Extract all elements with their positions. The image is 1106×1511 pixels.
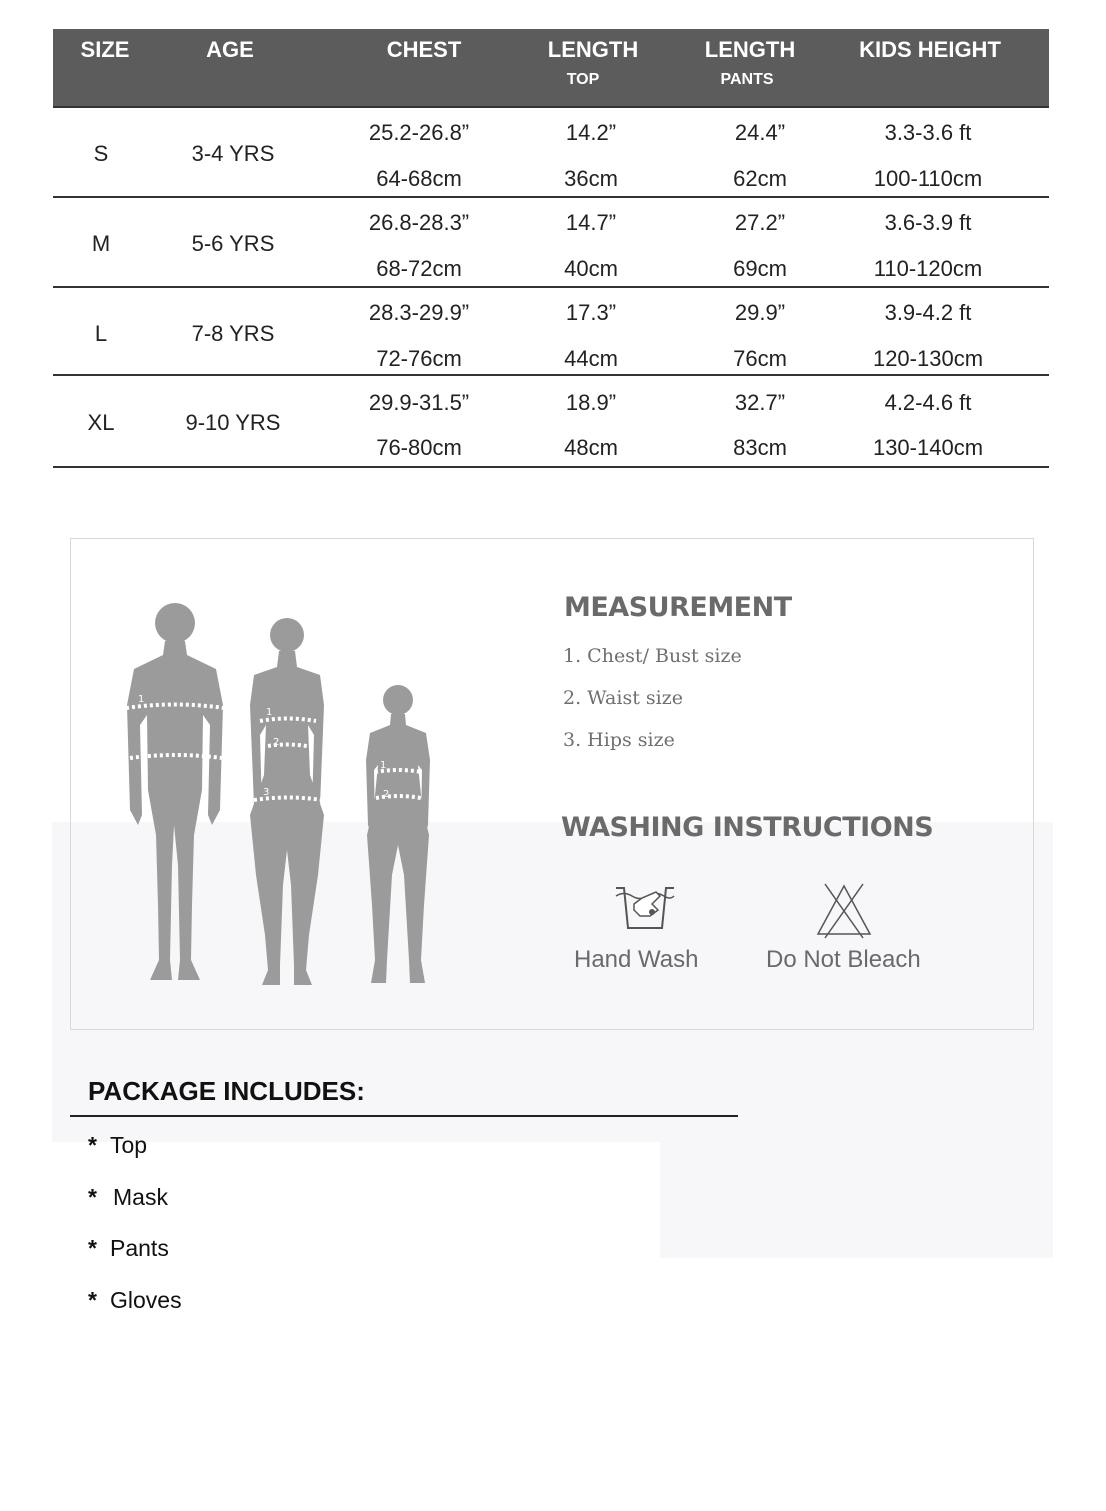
header-chest: CHEST (386, 37, 462, 62)
cell-age: 7-8 YRS (191, 321, 275, 346)
cell-chest-cm: 72-76cm (376, 346, 462, 371)
size-chart-table (53, 29, 1049, 468)
cell-height-cm: 130-140cm (872, 435, 984, 460)
background-panel (660, 1140, 1053, 1258)
header-length-pants: LENGTH PANTS (704, 37, 796, 88)
marker-2: 2 (383, 789, 390, 800)
cell-size: S (93, 141, 109, 166)
cell-chest-in: 26.8-28.3” (368, 210, 470, 235)
cell-pants-in: 32.7” (734, 390, 786, 415)
hand-wash-icon (612, 882, 678, 932)
cell-chest-in: 25.2-26.8” (368, 120, 470, 145)
cell-size: XL (87, 410, 115, 435)
measurement-item-waist: 2. Waist size (563, 687, 683, 709)
measurement-item-chest: 1. Chest/ Bust size (563, 645, 742, 667)
cell-height-ft: 4.2-4.6 ft (884, 390, 972, 415)
table-row (53, 288, 1049, 376)
marker-2: 2 (142, 743, 149, 754)
cell-age: 9-10 YRS (185, 410, 281, 435)
cell-pants-cm: 62cm (733, 166, 787, 191)
cell-pants-in: 29.9” (734, 300, 786, 325)
cell-age: 5-6 YRS (191, 231, 275, 256)
marker-1: 1 (138, 694, 145, 705)
table-row (53, 198, 1049, 288)
list-item: * Pants (88, 1235, 169, 1261)
header-length-top: LENGTH TOP (547, 37, 639, 88)
cell-pants-cm: 83cm (733, 435, 787, 460)
cell-height-cm: 120-130cm (872, 346, 984, 371)
cell-chest-in: 28.3-29.9” (368, 300, 470, 325)
cell-chest-cm: 64-68cm (376, 166, 462, 191)
table-header-row (53, 29, 1049, 108)
measurement-item-hips: 3. Hips size (563, 729, 675, 751)
marker-2: 2 (273, 737, 280, 748)
package-title: PACKAGE INCLUDES: (88, 1076, 365, 1106)
adult-female-figure (250, 618, 324, 985)
table-row (53, 108, 1049, 198)
child-figure (366, 685, 430, 983)
list-item: * Mask (88, 1184, 168, 1210)
marker-3: 3 (263, 787, 270, 798)
bullet: * (88, 1235, 97, 1261)
cell-top-in: 14.2” (565, 120, 617, 145)
cell-top-cm: 48cm (564, 435, 618, 460)
header-size: SIZE (80, 37, 130, 62)
cell-height-cm: 100-110cm (873, 166, 983, 191)
cell-height-cm: 110-120cm (873, 256, 983, 281)
bullet: * (88, 1184, 97, 1210)
cell-top-in: 18.9” (565, 390, 617, 415)
washing-title: WASHING INSTRUCTIONS (561, 812, 934, 843)
bullet: * (88, 1287, 97, 1313)
list-item: * Gloves (88, 1287, 182, 1313)
cell-age: 3-4 YRS (191, 141, 275, 166)
cell-height-ft: 3.3-3.6 ft (884, 120, 972, 145)
cell-pants-in: 27.2” (734, 210, 786, 235)
cell-pants-cm: 76cm (733, 346, 787, 371)
cell-pants-in: 24.4” (734, 120, 786, 145)
cell-top-in: 14.7” (565, 210, 617, 235)
cell-top-cm: 44cm (564, 346, 618, 371)
list-item: * Top (88, 1132, 148, 1158)
cell-height-ft: 3.6-3.9 ft (884, 210, 972, 235)
table-row (53, 376, 1049, 468)
cell-height-ft: 3.9-4.2 ft (884, 300, 972, 325)
do-not-bleach-label: Do Not Bleach (766, 946, 921, 973)
no-bleach-icon (815, 882, 873, 940)
header-age: AGE (206, 37, 254, 62)
cell-top-cm: 36cm (564, 166, 618, 191)
adult-male-figure (127, 603, 223, 980)
cell-top-cm: 40cm (564, 256, 618, 281)
header-kids-height: KIDS HEIGHT (859, 37, 1001, 62)
cell-chest-cm: 68-72cm (376, 256, 462, 281)
marker-1: 1 (380, 760, 387, 771)
cell-chest-cm: 76-80cm (376, 435, 462, 460)
cell-pants-cm: 69cm (733, 256, 787, 281)
measurement-title: MEASUREMENT (564, 592, 792, 623)
cell-size: M (91, 231, 111, 256)
cell-chest-in: 29.9-31.5” (368, 390, 470, 415)
bullet: * (88, 1132, 97, 1158)
cell-top-in: 17.3” (565, 300, 617, 325)
cell-size: L (94, 321, 108, 346)
hand-wash-label: Hand Wash (574, 946, 699, 973)
body-figures-illustration (88, 575, 460, 995)
package-divider (70, 1115, 738, 1117)
marker-1: 1 (266, 707, 273, 718)
